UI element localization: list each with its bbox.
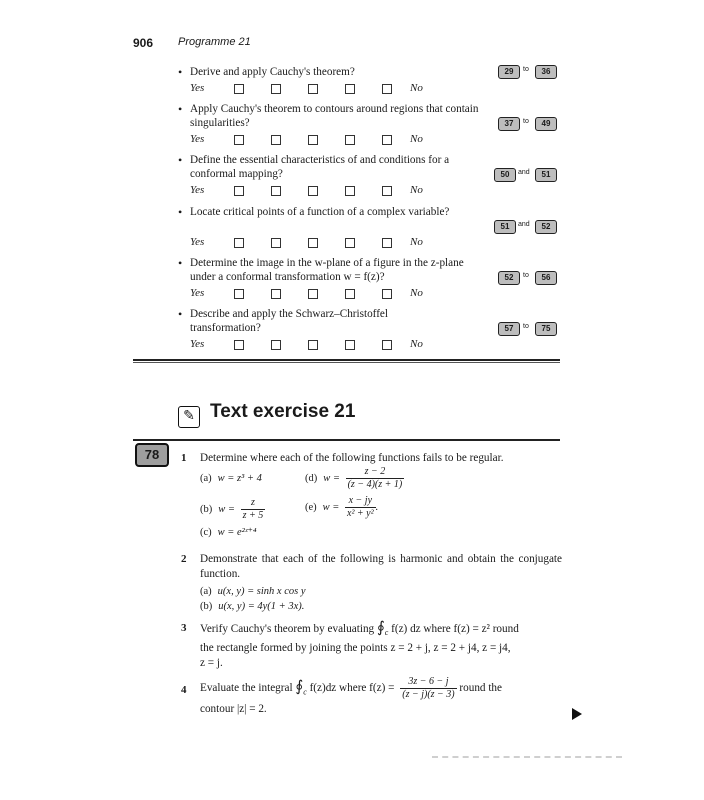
rating-checkbox[interactable] [345, 289, 355, 299]
bullet-icon: • [178, 102, 183, 116]
frame-link: and [518, 221, 530, 228]
rating-checkbox[interactable] [382, 186, 392, 196]
frame-start[interactable]: 50 [494, 168, 516, 182]
rating-checkbox[interactable] [308, 289, 318, 299]
frame-end[interactable]: 51 [535, 168, 557, 182]
no-label: No [410, 236, 423, 248]
bullet-icon: • [178, 205, 183, 219]
rating-checkbox[interactable] [234, 238, 244, 248]
no-label: No [410, 133, 423, 145]
rating-checkbox[interactable] [345, 186, 355, 196]
question-text: contour |z| = 2. [200, 703, 267, 715]
rating-checkbox[interactable] [382, 340, 392, 350]
subpart-b: (b) w = $\frac{z}{z + 5}$ [200, 497, 264, 521]
question-text: Evaluate the integral $∮_c$ f(z)dz where f(z) = $\frac{3z - 6 - j}{(z - j)(z - 3)}$ round the [200, 676, 502, 700]
no-label: No [410, 184, 423, 196]
frame-link: to [523, 66, 529, 73]
rating-checkbox[interactable] [345, 238, 355, 248]
objective-text: Define the essential characteristics of and conditions for a conformal mapping? [190, 154, 450, 180]
no-label: No [410, 82, 423, 94]
objective-text: Describe and apply the Schwarz–Christoffel transformation? [190, 308, 388, 334]
rating-checkbox[interactable] [345, 340, 355, 350]
rating-checkbox[interactable] [382, 289, 392, 299]
subpart-e: (e) w = $\frac{x - jy}{\text{x² + y²}}$ . [305, 495, 379, 519]
objective-text: Apply Cauchy's theorem to contours around regions that contain singularities? [190, 103, 479, 129]
yes-label: Yes [190, 236, 205, 248]
rating-checkbox[interactable] [382, 84, 392, 94]
objective-text: Determine the image in the w-plane of a figure in the z-plane under a conformal transformation w = f(z)? [190, 257, 464, 283]
bullet-icon: • [178, 256, 183, 270]
rating-checkbox[interactable] [271, 135, 281, 145]
question-text: Determine where each of the following functions fails to be regular. [200, 452, 504, 464]
frame-number[interactable]: 78 [135, 443, 169, 467]
frame-end[interactable]: 52 [535, 220, 557, 234]
exercise-icon: ✎ [178, 406, 200, 428]
question-text: Demonstrate that each of the following is harmonic and obtain the conjugate function. [200, 553, 562, 580]
frame-start[interactable]: 29 [498, 65, 520, 79]
subpart-d: (d) w = $\frac{z - 2}{(z - 4)(z + 1)}$ [305, 466, 403, 490]
subpart-a: (a) w = z³ + 4 [200, 473, 262, 484]
question-text: the rectangle formed by joining the points z = 2 + j, z = 2 + j4, z = j4, [200, 642, 511, 654]
frame-link: to [523, 272, 529, 279]
next-page-arrow-icon[interactable] [572, 708, 582, 720]
bullet-icon: • [178, 65, 183, 79]
rating-checkbox[interactable] [345, 135, 355, 145]
rating-checkbox[interactable] [308, 340, 318, 350]
frame-end[interactable]: 36 [535, 65, 557, 79]
subpart-b: (b) u(x, y) = 4y(1 + 3x). [200, 601, 305, 612]
yes-label: Yes [190, 338, 205, 350]
rating-checkbox[interactable] [308, 238, 318, 248]
rating-checkbox[interactable] [234, 135, 244, 145]
contour-integral-icon: ∮ [376, 620, 385, 636]
exercise-divider [133, 439, 560, 441]
frame-link: to [523, 323, 529, 330]
contour-integral-icon: ∮ [295, 679, 304, 696]
frame-end[interactable]: 56 [535, 271, 557, 285]
rating-checkbox[interactable] [271, 84, 281, 94]
yes-label: Yes [190, 184, 205, 196]
frame-start[interactable]: 37 [498, 117, 520, 131]
question-number: 1 [181, 452, 187, 464]
bullet-icon: • [178, 153, 183, 167]
frame-link: to [523, 118, 529, 125]
rating-checkbox[interactable] [345, 84, 355, 94]
subpart-a: (a) u(x, y) = sinh x cos y [200, 586, 306, 597]
page-number: 906 [133, 36, 154, 50]
frame-start[interactable]: 57 [498, 322, 520, 336]
subpart-c: (c) w = e²ᶻ⁺⁴ [200, 527, 257, 538]
question-number: 2 [181, 553, 187, 565]
rating-checkbox[interactable] [382, 238, 392, 248]
section-divider [133, 359, 560, 361]
rating-checkbox[interactable] [271, 340, 281, 350]
frame-start[interactable]: 52 [498, 271, 520, 285]
rating-checkbox[interactable] [308, 135, 318, 145]
rating-checkbox[interactable] [271, 238, 281, 248]
rating-checkbox[interactable] [271, 289, 281, 299]
rating-checkbox[interactable] [308, 186, 318, 196]
exercise-title: Text exercise 21 [210, 401, 356, 422]
programme-label: Programme 21 [178, 36, 251, 48]
rating-checkbox[interactable] [271, 186, 281, 196]
rating-checkbox[interactable] [234, 84, 244, 94]
frame-end[interactable]: 75 [535, 322, 557, 336]
rating-checkbox[interactable] [234, 186, 244, 196]
yes-label: Yes [190, 287, 205, 299]
rating-checkbox[interactable] [234, 289, 244, 299]
frame-start[interactable]: 51 [494, 220, 516, 234]
question-text: z = j. [200, 657, 223, 669]
no-label: No [410, 287, 423, 299]
rating-checkbox[interactable] [308, 84, 318, 94]
rating-checkbox[interactable] [382, 135, 392, 145]
yes-label: Yes [190, 133, 205, 145]
no-label: No [410, 338, 423, 350]
question-number: 4 [181, 684, 187, 696]
frame-end[interactable]: 49 [535, 117, 557, 131]
objective-text: Derive and apply Cauchy's theorem? [190, 66, 355, 78]
yes-label: Yes [190, 82, 205, 94]
frame-link: and [518, 169, 530, 176]
faded-footer-marks [432, 756, 622, 758]
objective-text: Locate critical points of a function of a complex variable? [190, 206, 450, 218]
question-text: Verify Cauchy's theorem by evaluating $∮_c$ f(z) dz where f(z) = z² round [200, 620, 519, 638]
rating-checkbox[interactable] [234, 340, 244, 350]
question-number: 3 [181, 622, 187, 634]
section-divider [133, 362, 560, 363]
bullet-icon: • [178, 307, 183, 321]
